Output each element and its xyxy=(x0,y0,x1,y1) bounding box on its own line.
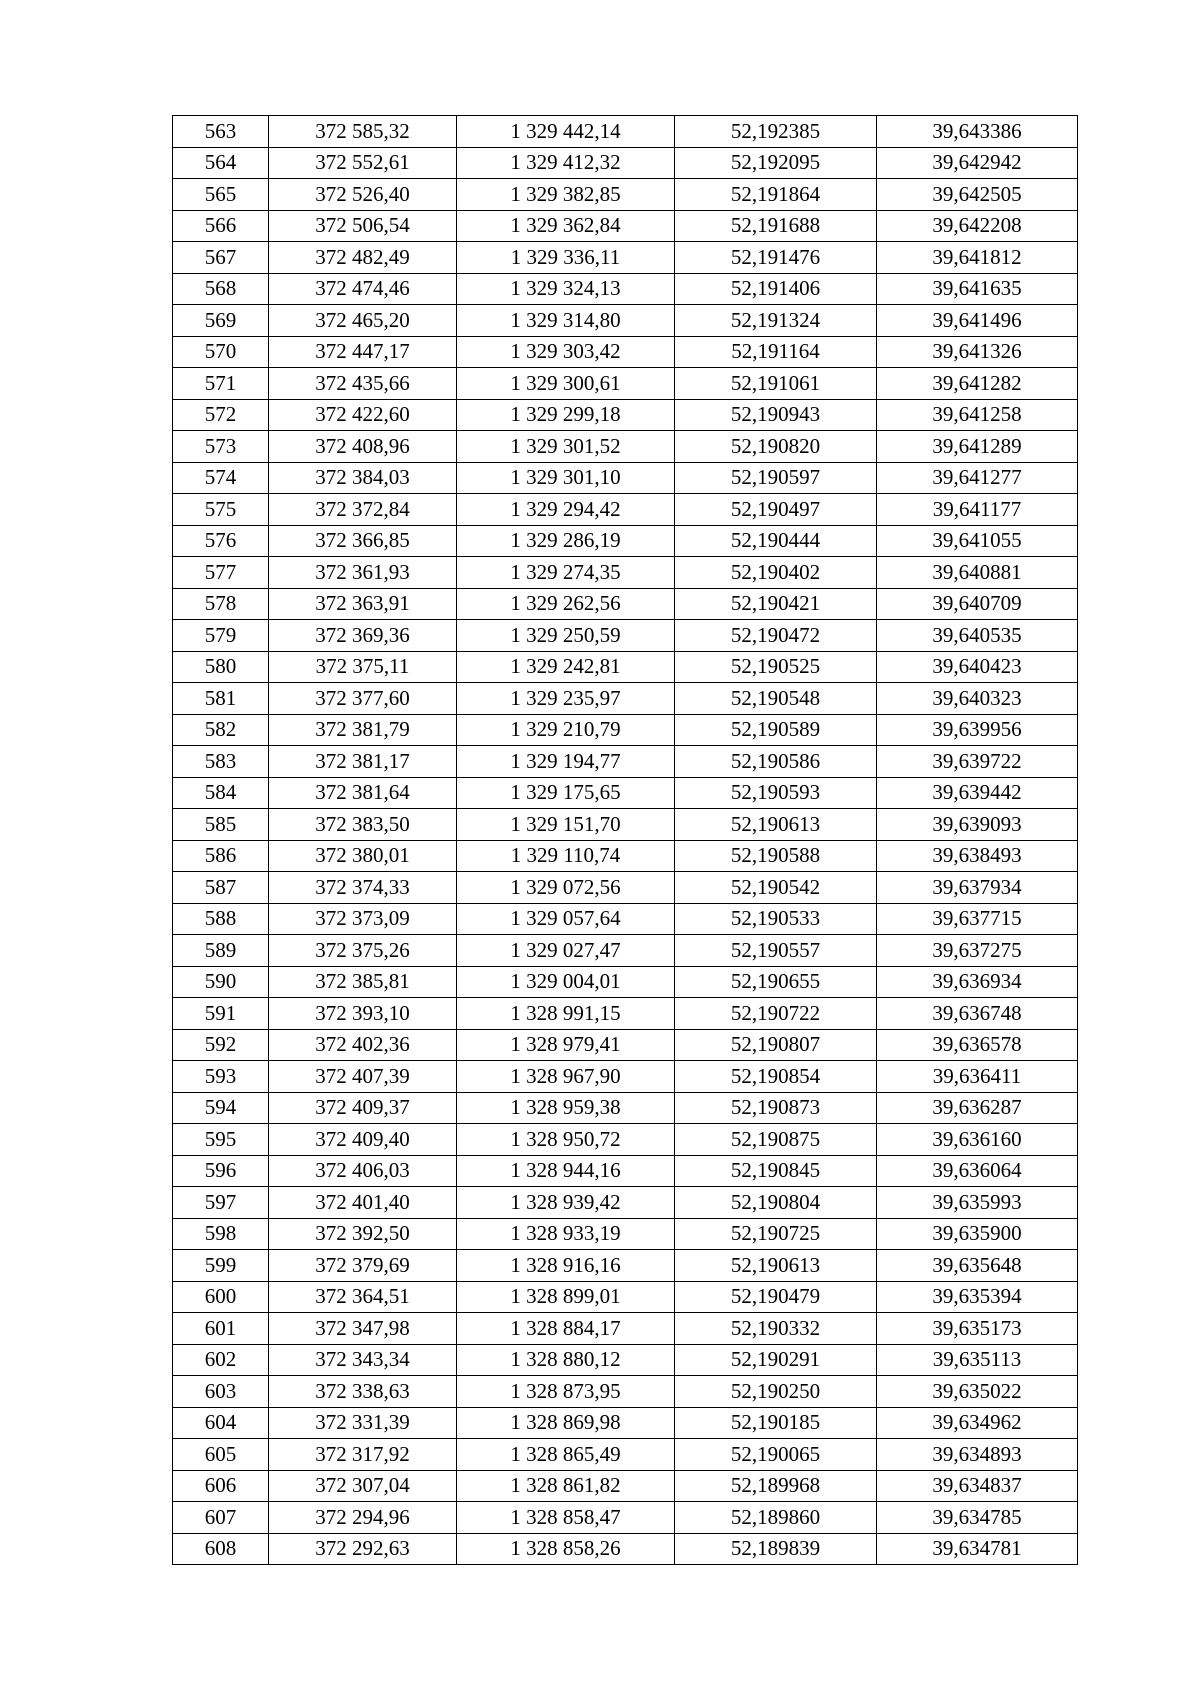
latitude-cell: 52,190613 xyxy=(675,809,877,841)
x-coordinate-cell: 372 474,46 xyxy=(269,273,457,305)
longitude-cell: 39,636578 xyxy=(877,1029,1078,1061)
point-number-cell: 564 xyxy=(173,147,269,179)
latitude-cell: 52,191688 xyxy=(675,210,877,242)
y-coordinate-cell: 1 328 939,42 xyxy=(457,1187,675,1219)
longitude-cell: 39,638493 xyxy=(877,840,1078,872)
longitude-cell: 39,640881 xyxy=(877,557,1078,589)
longitude-cell: 39,635900 xyxy=(877,1218,1078,1250)
y-coordinate-cell: 1 329 262,56 xyxy=(457,588,675,620)
table-row xyxy=(173,1470,1078,1502)
x-coordinate-cell: 372 361,93 xyxy=(269,557,457,589)
y-coordinate-cell: 1 329 151,70 xyxy=(457,809,675,841)
table-row xyxy=(173,494,1078,526)
y-coordinate-cell: 1 329 324,13 xyxy=(457,273,675,305)
point-number-cell: 591 xyxy=(173,998,269,1030)
point-number-cell: 565 xyxy=(173,179,269,211)
point-number-cell: 590 xyxy=(173,966,269,998)
table-row xyxy=(173,557,1078,589)
longitude-cell: 39,639722 xyxy=(877,746,1078,778)
x-coordinate-cell: 372 381,64 xyxy=(269,777,457,809)
x-coordinate-cell: 372 331,39 xyxy=(269,1407,457,1439)
y-coordinate-cell: 1 328 858,26 xyxy=(457,1533,675,1565)
point-number-cell: 577 xyxy=(173,557,269,589)
point-number-cell: 594 xyxy=(173,1092,269,1124)
latitude-cell: 52,191406 xyxy=(675,273,877,305)
table-row xyxy=(173,1187,1078,1219)
point-number-cell: 596 xyxy=(173,1155,269,1187)
latitude-cell: 52,191164 xyxy=(675,336,877,368)
latitude-cell: 52,191324 xyxy=(675,305,877,337)
point-number-cell: 593 xyxy=(173,1061,269,1093)
y-coordinate-cell: 1 329 294,42 xyxy=(457,494,675,526)
x-coordinate-cell: 372 407,39 xyxy=(269,1061,457,1093)
table-row xyxy=(173,998,1078,1030)
y-coordinate-cell: 1 329 362,84 xyxy=(457,210,675,242)
table-row xyxy=(173,431,1078,463)
table-row xyxy=(173,1281,1078,1313)
longitude-cell: 39,635648 xyxy=(877,1250,1078,1282)
point-number-cell: 584 xyxy=(173,777,269,809)
point-number-cell: 571 xyxy=(173,368,269,400)
x-coordinate-cell: 372 375,11 xyxy=(269,651,457,683)
point-number-cell: 601 xyxy=(173,1313,269,1345)
x-coordinate-cell: 372 363,91 xyxy=(269,588,457,620)
coordinates-table xyxy=(172,115,1078,1565)
longitude-cell: 39,641635 xyxy=(877,273,1078,305)
x-coordinate-cell: 372 379,69 xyxy=(269,1250,457,1282)
point-number-cell: 586 xyxy=(173,840,269,872)
x-coordinate-cell: 372 402,36 xyxy=(269,1029,457,1061)
x-coordinate-cell: 372 408,96 xyxy=(269,431,457,463)
point-number-cell: 600 xyxy=(173,1281,269,1313)
table-row xyxy=(173,588,1078,620)
y-coordinate-cell: 1 329 300,61 xyxy=(457,368,675,400)
y-coordinate-cell: 1 328 950,72 xyxy=(457,1124,675,1156)
point-number-cell: 604 xyxy=(173,1407,269,1439)
point-number-cell: 563 xyxy=(173,116,269,148)
point-number-cell: 581 xyxy=(173,683,269,715)
table-row xyxy=(173,1155,1078,1187)
point-number-cell: 598 xyxy=(173,1218,269,1250)
latitude-cell: 52,190597 xyxy=(675,462,877,494)
point-number-cell: 592 xyxy=(173,1029,269,1061)
longitude-cell: 39,641326 xyxy=(877,336,1078,368)
latitude-cell: 52,190497 xyxy=(675,494,877,526)
longitude-cell: 39,635993 xyxy=(877,1187,1078,1219)
latitude-cell: 52,192385 xyxy=(675,116,877,148)
table-row xyxy=(173,399,1078,431)
longitude-cell: 39,641289 xyxy=(877,431,1078,463)
longitude-cell: 39,634837 xyxy=(877,1470,1078,1502)
longitude-cell: 39,641496 xyxy=(877,305,1078,337)
latitude-cell: 52,190804 xyxy=(675,1187,877,1219)
x-coordinate-cell: 372 422,60 xyxy=(269,399,457,431)
y-coordinate-cell: 1 328 858,47 xyxy=(457,1502,675,1534)
latitude-cell: 52,190613 xyxy=(675,1250,877,1282)
x-coordinate-cell: 372 375,26 xyxy=(269,935,457,967)
x-coordinate-cell: 372 585,32 xyxy=(269,116,457,148)
y-coordinate-cell: 1 329 235,97 xyxy=(457,683,675,715)
latitude-cell: 52,190845 xyxy=(675,1155,877,1187)
x-coordinate-cell: 372 380,01 xyxy=(269,840,457,872)
y-coordinate-cell: 1 328 944,16 xyxy=(457,1155,675,1187)
latitude-cell: 52,191061 xyxy=(675,368,877,400)
latitude-cell: 52,189839 xyxy=(675,1533,877,1565)
y-coordinate-cell: 1 328 959,38 xyxy=(457,1092,675,1124)
longitude-cell: 39,635113 xyxy=(877,1344,1078,1376)
point-number-cell: 568 xyxy=(173,273,269,305)
point-number-cell: 567 xyxy=(173,242,269,274)
point-number-cell: 603 xyxy=(173,1376,269,1408)
table-row xyxy=(173,1344,1078,1376)
x-coordinate-cell: 372 292,63 xyxy=(269,1533,457,1565)
longitude-cell: 39,637934 xyxy=(877,872,1078,904)
latitude-cell: 52,190820 xyxy=(675,431,877,463)
y-coordinate-cell: 1 328 869,98 xyxy=(457,1407,675,1439)
longitude-cell: 39,635394 xyxy=(877,1281,1078,1313)
point-number-cell: 606 xyxy=(173,1470,269,1502)
table-row xyxy=(173,809,1078,841)
table-row xyxy=(173,620,1078,652)
x-coordinate-cell: 372 307,04 xyxy=(269,1470,457,1502)
latitude-cell: 52,190472 xyxy=(675,620,877,652)
longitude-cell: 39,637275 xyxy=(877,935,1078,967)
table-row xyxy=(173,966,1078,998)
y-coordinate-cell: 1 329 210,79 xyxy=(457,714,675,746)
table-row xyxy=(173,746,1078,778)
table-row xyxy=(173,1124,1078,1156)
y-coordinate-cell: 1 329 274,35 xyxy=(457,557,675,589)
table-row xyxy=(173,462,1078,494)
x-coordinate-cell: 372 377,60 xyxy=(269,683,457,715)
x-coordinate-cell: 372 381,17 xyxy=(269,746,457,778)
point-number-cell: 585 xyxy=(173,809,269,841)
x-coordinate-cell: 372 364,51 xyxy=(269,1281,457,1313)
x-coordinate-cell: 372 526,40 xyxy=(269,179,457,211)
y-coordinate-cell: 1 329 412,32 xyxy=(457,147,675,179)
y-coordinate-cell: 1 328 991,15 xyxy=(457,998,675,1030)
x-coordinate-cell: 372 384,03 xyxy=(269,462,457,494)
y-coordinate-cell: 1 329 442,14 xyxy=(457,116,675,148)
x-coordinate-cell: 372 338,63 xyxy=(269,1376,457,1408)
x-coordinate-cell: 372 393,10 xyxy=(269,998,457,1030)
table-row xyxy=(173,1376,1078,1408)
y-coordinate-cell: 1 329 004,01 xyxy=(457,966,675,998)
longitude-cell: 39,636411 xyxy=(877,1061,1078,1093)
x-coordinate-cell: 372 506,54 xyxy=(269,210,457,242)
longitude-cell: 39,642505 xyxy=(877,179,1078,211)
x-coordinate-cell: 372 409,37 xyxy=(269,1092,457,1124)
y-coordinate-cell: 1 329 286,19 xyxy=(457,525,675,557)
x-coordinate-cell: 372 409,40 xyxy=(269,1124,457,1156)
latitude-cell: 52,190444 xyxy=(675,525,877,557)
table-row xyxy=(173,777,1078,809)
latitude-cell: 52,190533 xyxy=(675,903,877,935)
latitude-cell: 52,190065 xyxy=(675,1439,877,1471)
longitude-cell: 39,640535 xyxy=(877,620,1078,652)
y-coordinate-cell: 1 328 979,41 xyxy=(457,1029,675,1061)
latitude-cell: 52,190332 xyxy=(675,1313,877,1345)
y-coordinate-cell: 1 328 967,90 xyxy=(457,1061,675,1093)
table-row xyxy=(173,651,1078,683)
longitude-cell: 39,635173 xyxy=(877,1313,1078,1345)
table-row xyxy=(173,116,1078,148)
y-coordinate-cell: 1 329 382,85 xyxy=(457,179,675,211)
x-coordinate-cell: 372 366,85 xyxy=(269,525,457,557)
longitude-cell: 39,640323 xyxy=(877,683,1078,715)
table-row xyxy=(173,273,1078,305)
y-coordinate-cell: 1 328 933,19 xyxy=(457,1218,675,1250)
point-number-cell: 583 xyxy=(173,746,269,778)
point-number-cell: 580 xyxy=(173,651,269,683)
point-number-cell: 597 xyxy=(173,1187,269,1219)
table-row xyxy=(173,525,1078,557)
table-row xyxy=(173,1250,1078,1282)
table-row xyxy=(173,1439,1078,1471)
point-number-cell: 607 xyxy=(173,1502,269,1534)
point-number-cell: 576 xyxy=(173,525,269,557)
point-number-cell: 589 xyxy=(173,935,269,967)
x-coordinate-cell: 372 392,50 xyxy=(269,1218,457,1250)
y-coordinate-cell: 1 329 301,52 xyxy=(457,431,675,463)
point-number-cell: 602 xyxy=(173,1344,269,1376)
table-row xyxy=(173,1407,1078,1439)
y-coordinate-cell: 1 329 175,65 xyxy=(457,777,675,809)
y-coordinate-cell: 1 328 899,01 xyxy=(457,1281,675,1313)
table-row xyxy=(173,368,1078,400)
latitude-cell: 52,190185 xyxy=(675,1407,877,1439)
latitude-cell: 52,190402 xyxy=(675,557,877,589)
longitude-cell: 39,637715 xyxy=(877,903,1078,935)
longitude-cell: 39,636064 xyxy=(877,1155,1078,1187)
x-coordinate-cell: 372 383,50 xyxy=(269,809,457,841)
latitude-cell: 52,190421 xyxy=(675,588,877,620)
longitude-cell: 39,634785 xyxy=(877,1502,1078,1534)
x-coordinate-cell: 372 374,33 xyxy=(269,872,457,904)
x-coordinate-cell: 372 406,03 xyxy=(269,1155,457,1187)
longitude-cell: 39,640423 xyxy=(877,651,1078,683)
longitude-cell: 39,635022 xyxy=(877,1376,1078,1408)
x-coordinate-cell: 372 294,96 xyxy=(269,1502,457,1534)
longitude-cell: 39,641258 xyxy=(877,399,1078,431)
latitude-cell: 52,190655 xyxy=(675,966,877,998)
x-coordinate-cell: 372 373,09 xyxy=(269,903,457,935)
x-coordinate-cell: 372 435,66 xyxy=(269,368,457,400)
x-coordinate-cell: 372 385,81 xyxy=(269,966,457,998)
latitude-cell: 52,190807 xyxy=(675,1029,877,1061)
longitude-cell: 39,639442 xyxy=(877,777,1078,809)
longitude-cell: 39,639093 xyxy=(877,809,1078,841)
y-coordinate-cell: 1 328 916,16 xyxy=(457,1250,675,1282)
latitude-cell: 52,190479 xyxy=(675,1281,877,1313)
x-coordinate-cell: 372 465,20 xyxy=(269,305,457,337)
latitude-cell: 52,190725 xyxy=(675,1218,877,1250)
x-coordinate-cell: 372 552,61 xyxy=(269,147,457,179)
latitude-cell: 52,190291 xyxy=(675,1344,877,1376)
latitude-cell: 52,190525 xyxy=(675,651,877,683)
longitude-cell: 39,634781 xyxy=(877,1533,1078,1565)
point-number-cell: 605 xyxy=(173,1439,269,1471)
point-number-cell: 599 xyxy=(173,1250,269,1282)
y-coordinate-cell: 1 328 865,49 xyxy=(457,1439,675,1471)
coordinates-table-body xyxy=(173,116,1078,1565)
latitude-cell: 52,190873 xyxy=(675,1092,877,1124)
latitude-cell: 52,190548 xyxy=(675,683,877,715)
longitude-cell: 39,642208 xyxy=(877,210,1078,242)
table-row xyxy=(173,840,1078,872)
latitude-cell: 52,190722 xyxy=(675,998,877,1030)
latitude-cell: 52,190250 xyxy=(675,1376,877,1408)
x-coordinate-cell: 372 401,40 xyxy=(269,1187,457,1219)
x-coordinate-cell: 372 369,36 xyxy=(269,620,457,652)
y-coordinate-cell: 1 329 027,47 xyxy=(457,935,675,967)
table-row xyxy=(173,872,1078,904)
latitude-cell: 52,190589 xyxy=(675,714,877,746)
latitude-cell: 52,189968 xyxy=(675,1470,877,1502)
latitude-cell: 52,190557 xyxy=(675,935,877,967)
y-coordinate-cell: 1 329 301,10 xyxy=(457,462,675,494)
point-number-cell: 608 xyxy=(173,1533,269,1565)
point-number-cell: 574 xyxy=(173,462,269,494)
table-row xyxy=(173,1313,1078,1345)
point-number-cell: 582 xyxy=(173,714,269,746)
y-coordinate-cell: 1 329 110,74 xyxy=(457,840,675,872)
point-number-cell: 570 xyxy=(173,336,269,368)
latitude-cell: 52,189860 xyxy=(675,1502,877,1534)
table-row xyxy=(173,903,1078,935)
longitude-cell: 39,636748 xyxy=(877,998,1078,1030)
longitude-cell: 39,641177 xyxy=(877,494,1078,526)
latitude-cell: 52,190875 xyxy=(675,1124,877,1156)
longitude-cell: 39,636287 xyxy=(877,1092,1078,1124)
y-coordinate-cell: 1 329 299,18 xyxy=(457,399,675,431)
longitude-cell: 39,641055 xyxy=(877,525,1078,557)
y-coordinate-cell: 1 328 861,82 xyxy=(457,1470,675,1502)
longitude-cell: 39,639956 xyxy=(877,714,1078,746)
table-row xyxy=(173,336,1078,368)
x-coordinate-cell: 372 447,17 xyxy=(269,336,457,368)
latitude-cell: 52,192095 xyxy=(675,147,877,179)
table-row xyxy=(173,1061,1078,1093)
x-coordinate-cell: 372 343,34 xyxy=(269,1344,457,1376)
x-coordinate-cell: 372 317,92 xyxy=(269,1439,457,1471)
table-row xyxy=(173,683,1078,715)
longitude-cell: 39,641277 xyxy=(877,462,1078,494)
y-coordinate-cell: 1 329 194,77 xyxy=(457,746,675,778)
point-number-cell: 587 xyxy=(173,872,269,904)
table-row xyxy=(173,1533,1078,1565)
longitude-cell: 39,640709 xyxy=(877,588,1078,620)
y-coordinate-cell: 1 328 884,17 xyxy=(457,1313,675,1345)
table-row xyxy=(173,210,1078,242)
point-number-cell: 575 xyxy=(173,494,269,526)
y-coordinate-cell: 1 328 880,12 xyxy=(457,1344,675,1376)
latitude-cell: 52,191476 xyxy=(675,242,877,274)
point-number-cell: 566 xyxy=(173,210,269,242)
latitude-cell: 52,190588 xyxy=(675,840,877,872)
x-coordinate-cell: 372 372,84 xyxy=(269,494,457,526)
latitude-cell: 52,190542 xyxy=(675,872,877,904)
table-row xyxy=(173,1502,1078,1534)
table-row xyxy=(173,147,1078,179)
point-number-cell: 572 xyxy=(173,399,269,431)
point-number-cell: 595 xyxy=(173,1124,269,1156)
table-row xyxy=(173,1029,1078,1061)
x-coordinate-cell: 372 381,79 xyxy=(269,714,457,746)
longitude-cell: 39,643386 xyxy=(877,116,1078,148)
table-row xyxy=(173,1092,1078,1124)
longitude-cell: 39,634962 xyxy=(877,1407,1078,1439)
latitude-cell: 52,190943 xyxy=(675,399,877,431)
y-coordinate-cell: 1 329 250,59 xyxy=(457,620,675,652)
point-number-cell: 569 xyxy=(173,305,269,337)
longitude-cell: 39,636160 xyxy=(877,1124,1078,1156)
point-number-cell: 573 xyxy=(173,431,269,463)
x-coordinate-cell: 372 482,49 xyxy=(269,242,457,274)
y-coordinate-cell: 1 329 057,64 xyxy=(457,903,675,935)
table-row xyxy=(173,935,1078,967)
point-number-cell: 588 xyxy=(173,903,269,935)
latitude-cell: 52,190586 xyxy=(675,746,877,778)
y-coordinate-cell: 1 329 303,42 xyxy=(457,336,675,368)
latitude-cell: 52,190593 xyxy=(675,777,877,809)
x-coordinate-cell: 372 347,98 xyxy=(269,1313,457,1345)
y-coordinate-cell: 1 329 314,80 xyxy=(457,305,675,337)
table-row xyxy=(173,179,1078,211)
table-row xyxy=(173,1218,1078,1250)
longitude-cell: 39,636934 xyxy=(877,966,1078,998)
table-row xyxy=(173,305,1078,337)
point-number-cell: 578 xyxy=(173,588,269,620)
latitude-cell: 52,191864 xyxy=(675,179,877,211)
table-row xyxy=(173,714,1078,746)
table-row xyxy=(173,242,1078,274)
longitude-cell: 39,642942 xyxy=(877,147,1078,179)
y-coordinate-cell: 1 329 072,56 xyxy=(457,872,675,904)
longitude-cell: 39,634893 xyxy=(877,1439,1078,1471)
longitude-cell: 39,641812 xyxy=(877,242,1078,274)
y-coordinate-cell: 1 329 242,81 xyxy=(457,651,675,683)
y-coordinate-cell: 1 328 873,95 xyxy=(457,1376,675,1408)
y-coordinate-cell: 1 329 336,11 xyxy=(457,242,675,274)
longitude-cell: 39,641282 xyxy=(877,368,1078,400)
point-number-cell: 579 xyxy=(173,620,269,652)
latitude-cell: 52,190854 xyxy=(675,1061,877,1093)
